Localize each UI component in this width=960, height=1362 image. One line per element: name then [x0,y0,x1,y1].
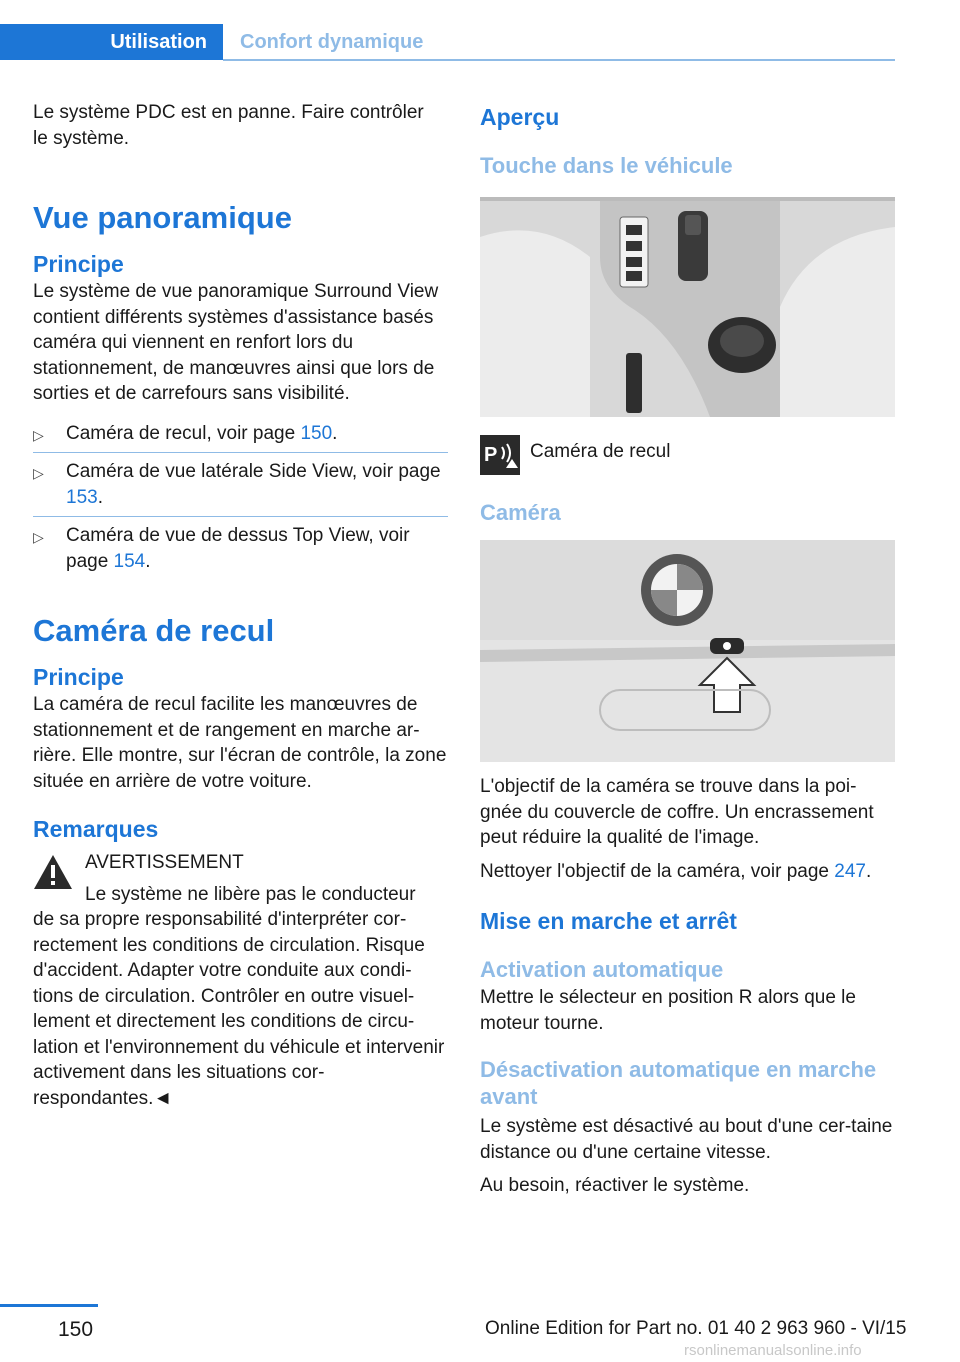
warning-text: de sa propre responsabilité d'interpréter cor‐rectement les conditions de circulation. Risque d'accident. Adapter votre conduite aux condi‐tions de circulation. Contrôler en outre visuel‐lement et directement les conditions de circu‐lation et l'environnement du véhicule et intervenir activement dans les situations cor‐respondantes.◄ [33,909,445,1109]
heading-desactivation-auto: Désactivation automatique en marche avant [480,1057,877,1109]
list-item-text: Caméra de vue latérale Side View, voir page [66,461,441,482]
button-caption: Caméra de recul [530,441,671,462]
warning-triangle-icon [33,854,73,890]
list-item [33,415,448,453]
list-item [33,516,448,580]
recul-principe-text: La caméra de recul facilite les manœuvres de stationnement et de rangement en marche ar‐rière. Elle montre, sur l'écran de contrôle, la zone située en arrière de votre voiture. [33,694,447,792]
left-column [33,100,448,1111]
clean-text: Nettoyer l'objectif de la caméra, voir page 247. [480,860,872,882]
right-column [480,100,895,1199]
camera-text: L'objectif de la caméra se trouve dans la poi‐gnée du couvercle de coffre. Un encrassement peut réduire la qualité de l'image. [480,776,874,848]
page-link[interactable]: 150 [300,422,333,444]
warning-label: AVERTISSEMENT [85,852,244,873]
heading-principe: Principe [33,251,124,277]
center-console-illustration [480,197,895,417]
heading-remarques: Remarques [33,816,159,842]
section-tab-utilisation[interactable]: Utilisation [0,24,223,60]
list-item [33,452,448,516]
heading-principe-recul: Principe [33,664,124,690]
warning-first-line: Le système ne libère pas le conducteur [85,883,416,905]
heading-camera: Caméra [480,500,561,525]
camera-list [33,415,448,581]
button-caption-row [480,435,895,479]
camera-location-photo [480,540,895,762]
svg-text:P: P [484,444,498,466]
trunk-lid-illustration [480,540,895,762]
list-item-text: Caméra de vue de dessus Top View, voir page [66,525,410,572]
page-link[interactable]: 153 [66,486,98,508]
warning-block [33,850,448,1111]
page-link[interactable]: 154 [113,550,146,572]
triangle-bullet-icon: ▷ [33,529,44,545]
section-tab-confort-dynamique[interactable]: Confort dynamique [240,30,424,53]
triangle-bullet-icon: ▷ [33,426,44,443]
section-title-vue-panoramique: Vue panoramique [33,200,292,235]
vehicle-console-photo [480,197,895,417]
heading-touche: Touche dans le véhicule [480,153,733,178]
activation-text: Mettre le sélecteur en position R alors que le moteur tourne. [480,987,856,1034]
list-item-text: Caméra de recul, voir page [66,422,301,444]
list-item-end: . [332,422,338,444]
page-header [0,0,960,62]
page-link[interactable]: 247 [834,860,866,882]
heading-apercu: Aperçu [480,104,560,130]
heading-mise-en-marche: Mise en marche et arrêt [480,908,737,934]
list-item-end: . [145,550,151,572]
pano-principe-text: Le système de vue panoramique Surround View contient différents systèmes d'assistance basés caméra qui viennent en renfort lors du stationnement, de manœuvres ainsi que lors de sorties et de carrefours sans visibilité. [33,281,439,404]
triangle-bullet-icon: ▷ [33,465,44,481]
page-number: 150 [58,1318,94,1341]
list-item-end: . [97,486,103,508]
watermark-text: rsonlinemanualsonline.info [684,1342,862,1359]
park-camera-button-icon [480,435,520,475]
intro-text: Le système PDC est en panne. Faire contrôler le système. [33,102,424,149]
deactivation-text: Le système est désactivé au bout d'une cer‐taine distance ou d'une certaine vitesse. [480,1116,893,1163]
heading-activation-auto: Activation automatique [480,957,724,982]
footer-rule [0,1304,98,1307]
section-title-camera-de-recul: Caméra de recul [33,613,275,648]
edition-text: Online Edition for Part no. 01 40 2 963 960 - VI/15 [485,1318,907,1339]
reactivate-text: Au besoin, réactiver le système. [480,1175,750,1196]
header-divider [223,59,895,61]
